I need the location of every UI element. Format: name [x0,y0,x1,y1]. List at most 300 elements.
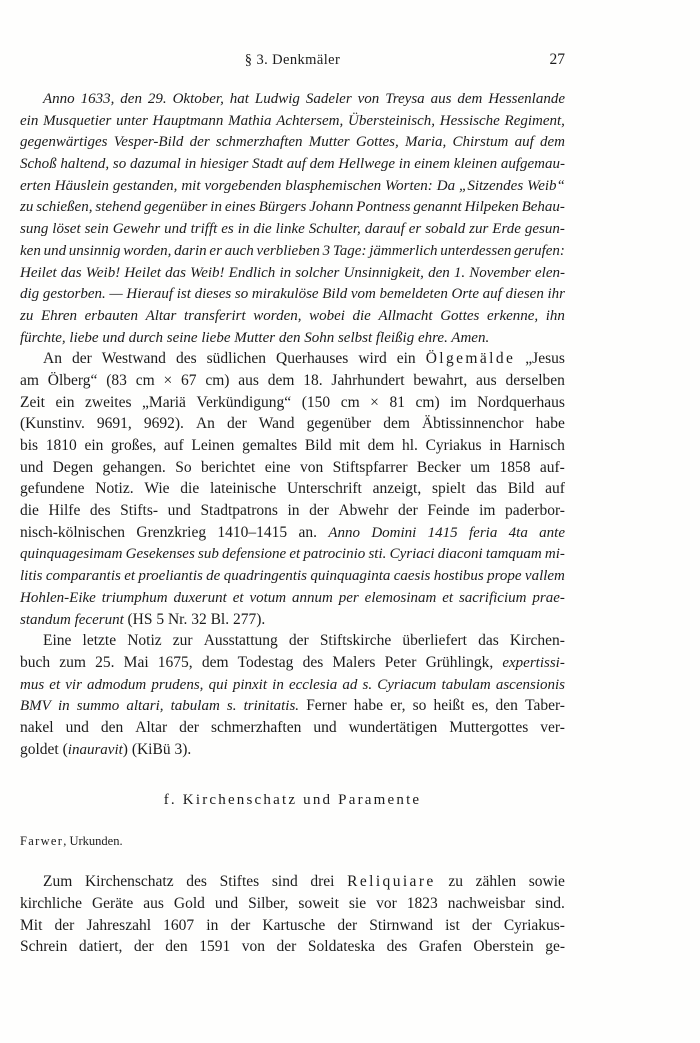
roman-text: (83 [106,371,127,389]
word [20,175,51,198]
word [120,500,158,522]
roman-text: Stadtpatrons [200,502,278,520]
italic-text: 1633, [80,91,115,107]
italic-text: sti. [368,546,387,563]
italic-text: s. [226,698,237,715]
italic-text: das [60,264,82,281]
roman-text: in [489,437,502,454]
roman-text: × [370,393,379,411]
word [454,262,465,285]
word [348,110,435,133]
word [422,413,524,435]
paragraph [20,88,565,348]
word [174,893,205,915]
text-line [20,630,565,652]
word [215,893,238,915]
roman-text: Todestag [237,653,294,671]
italic-text: et [442,589,454,606]
word [489,435,501,457]
word [434,565,484,588]
word [448,871,463,893]
word [143,893,164,915]
italic-text: den [428,264,450,281]
italic-text: blasphemischen [285,177,382,194]
italic-text: er [209,242,222,259]
word [109,283,122,306]
word [229,262,276,285]
section-heading: f. Kirchenschatz und Paramente [163,792,422,809]
italic-text: diesen [505,286,544,303]
roman-text: ein [84,437,104,454]
italic-text: Johann [309,199,354,216]
word [465,196,519,219]
word [126,283,173,306]
roman-text: 1858 [499,458,531,476]
italic-text: inauravit [67,741,123,758]
roman-text: aus [476,371,497,389]
roman-text: gehangen. [102,458,166,476]
word [20,110,38,133]
word [146,305,177,328]
roman-text: Grafen [418,938,462,956]
word [536,413,565,435]
word [303,543,365,566]
italic-text: linke [275,221,305,238]
roman-text: Abwehr [338,502,389,520]
roman-text: dem [201,653,229,671]
word [158,652,193,674]
roman-text: des [175,350,197,368]
italic-text: ad [342,676,358,693]
italic-text: Allmacht [378,307,433,324]
text-line [20,435,565,457]
italic-text: dig [20,286,40,303]
word [509,522,528,545]
word [164,435,184,457]
italic-text: Ehren [40,307,78,324]
word [376,893,397,915]
word [151,674,203,697]
italic-text: Hauptmann [152,112,224,129]
word [60,153,109,176]
italic-text: eines [224,199,256,216]
word [272,674,284,697]
roman-text: dem [383,415,410,433]
word [368,435,395,457]
roman-text: An [195,415,215,433]
word [295,262,339,285]
word [358,88,380,111]
italic-text: dieses [194,286,232,303]
italic-text: Weib“ [527,177,565,194]
word [505,110,565,133]
word [185,153,197,176]
italic-text: Treysa [385,91,425,107]
italic-text: Tage: [332,242,367,259]
italic-text: trinitatis. [243,698,300,715]
roman-text: Soldateska [307,938,376,956]
italic-text: Hohlen-Eike [20,589,96,606]
word [276,218,305,241]
roman-text: Nordquerhaus [477,393,565,411]
italic-text: und [43,242,67,259]
word [20,478,85,500]
word [307,413,372,435]
word [431,88,452,111]
roman-text: Stifts- [120,502,159,520]
word [20,674,44,697]
word [390,543,435,566]
word [385,88,424,111]
italic-text: Heilet [20,264,57,281]
word [135,717,167,739]
italic-text: dem [539,134,565,151]
roman-text: bewahrt, [413,371,468,389]
roman-text: zur [172,632,193,650]
word [144,413,184,435]
roman-text: Ölberg“ [47,371,98,389]
word [44,240,67,263]
word [477,392,565,414]
roman-text: die [180,480,200,498]
italic-text: Mathia [228,112,272,129]
roman-text: großes, [111,437,157,454]
italic-text: admodum [87,676,147,693]
roman-text: cm [340,393,360,411]
word [173,88,224,111]
italic-text: ken [20,242,41,259]
word [487,565,521,588]
italic-text: sacrificium [458,589,527,606]
text-line [20,283,565,305]
word [52,218,80,241]
roman-text: des [302,653,324,671]
word [342,674,357,697]
roman-text: der [226,415,247,433]
roman-text: Geräte [91,895,134,912]
italic-text: expertissi- [502,654,565,671]
roman-text: der [288,632,309,650]
roman-text: 9691, [96,415,132,433]
italic-text: hat [229,91,249,107]
roman-text: Peter [384,653,417,671]
word [179,717,199,739]
italic-text: vallem [524,568,565,585]
source-note [20,833,565,850]
word [175,457,191,479]
word [20,652,50,674]
word [397,348,416,370]
word [253,218,271,241]
word [206,915,218,937]
roman-text: der [471,916,492,934]
italic-text: genannt [413,199,462,216]
roman-text: 67 [181,371,197,389]
text-line [20,893,565,915]
word [540,457,565,479]
roman-text: des [386,938,408,956]
word [387,936,408,958]
word [252,153,283,176]
letterspaced-text: Reliquiare [347,873,436,891]
roman-text: wird [358,350,387,368]
roman-text: am [20,371,39,389]
word [211,717,301,739]
roman-text: schmerzhaften [210,718,302,736]
italic-text: hostibus [433,568,484,585]
roman-text: nakel [20,718,54,736]
text-line [20,88,565,110]
italic-text: vir [65,676,82,693]
italic-text: Mutter [308,134,350,151]
roman-text: Bild [304,437,332,454]
roman-text: Zeit [20,393,45,411]
roman-text: Grühlingk, [425,653,494,671]
text-block-after-heading [20,871,565,958]
italic-text: 29. [147,91,167,107]
italic-text: quinquagesimam [20,546,123,563]
word [238,652,294,674]
word [331,370,404,392]
italic-text: Unsinnigkeit, [343,264,424,281]
word [43,871,72,893]
italic-text: auf [286,156,306,173]
italic-text: Anno [43,91,75,107]
italic-text: sub [197,546,219,563]
italic-text: sein [84,221,109,238]
italic-text: tabulam [170,698,220,715]
text-line [20,392,565,414]
text-line [20,110,565,132]
roman-text: Äbtissinnenchor [421,415,524,433]
roman-text: lateinische [209,480,277,498]
italic-text: in [237,221,250,238]
roman-text: ) (KiBü 3). [122,740,192,758]
roman-text: Grenzkrieg [136,523,207,541]
roman-text: Altar [135,718,168,736]
italic-text: ascensionis [495,676,565,693]
italic-text: Behau- [521,199,565,216]
italic-text: prae- [532,589,565,606]
word [279,262,291,285]
word [306,695,346,717]
italic-text: haltend, [60,156,110,173]
italic-text: annum [292,589,333,606]
word [347,871,436,893]
word [287,478,362,500]
word [442,674,491,697]
word [20,565,43,588]
italic-text: Ludwig [254,91,300,107]
word [210,196,222,219]
roman-text: , Urkunden. [63,834,123,849]
roman-text: cm [135,371,155,389]
word [292,587,333,610]
roman-text: im [450,393,467,411]
word [405,131,446,154]
roman-text: der [133,938,154,956]
word [85,305,138,328]
word [259,196,307,219]
roman-text: dem [267,371,295,389]
word [320,630,391,652]
word [163,915,194,937]
italic-text: triumphum [101,589,168,606]
italic-text: dazumal [130,156,181,173]
word [43,348,62,370]
roman-text: aus [143,895,164,912]
italic-text: worden, [123,242,172,259]
word [255,88,300,111]
word [501,153,565,176]
word [224,565,307,588]
word [545,478,565,500]
word [59,652,86,674]
italic-text: Endlich [228,264,276,281]
word [86,915,151,937]
italic-text: Worten: [385,177,433,194]
roman-text: Stiftspfarrer [332,458,408,476]
word [338,500,388,522]
text-line [20,871,565,893]
word [191,435,234,457]
word [65,674,82,697]
roman-text: Querhauses [276,350,349,368]
word [43,110,111,133]
roman-text: (HS 5 Nr. 32 Bl. 277). [127,610,266,628]
italic-text: standum fecerunt [20,611,128,628]
word [20,131,108,154]
italic-text: erkenne, [486,307,539,324]
word [265,457,291,479]
word [370,392,379,414]
text-line [20,522,565,544]
word [419,936,462,958]
word [85,218,109,241]
roman-text: Stiftes [219,873,260,891]
italic-text: Weib! [85,264,121,281]
word [333,240,367,263]
word [298,893,338,915]
word [56,392,75,414]
italic-text: Gewehr [112,221,161,238]
word [186,871,207,893]
roman-text: Leinen [191,437,235,454]
word [496,695,518,717]
word [168,500,191,522]
word [287,153,306,176]
word [365,587,437,610]
word [210,478,276,500]
italic-text: elemosinam [364,589,437,606]
word [136,522,206,544]
italic-text: Cyriaci [389,546,435,563]
italic-text: Regiment, [504,112,565,129]
word [285,175,381,198]
italic-text: Achtersem, [276,112,344,129]
roman-text: Mai [123,653,149,671]
word [502,652,564,675]
word [459,175,523,198]
word [303,370,322,392]
word [442,587,453,610]
roman-text: Oberstein [473,938,534,956]
roman-text: Becker [416,458,461,476]
word [49,500,81,522]
word [487,305,538,328]
word [302,392,330,414]
italic-text: erbauten [84,307,138,324]
text-line [20,936,565,958]
word [204,630,278,652]
word [399,153,411,176]
word [440,305,479,328]
word [20,392,45,414]
word [341,392,360,414]
word [114,131,184,154]
roman-text: zählen [475,873,517,891]
italic-text: proeliantis [138,568,203,585]
word [339,435,360,457]
text-line [20,717,565,739]
word [385,175,433,198]
roman-text: (Kunstinv. [20,415,85,433]
text-line [20,915,565,937]
word [113,175,178,198]
italic-text: einem [414,156,451,173]
italic-text: et [232,589,244,606]
roman-text: hl. [401,437,418,454]
roman-text: gegenüber [306,415,372,433]
word [61,262,82,285]
text-line [20,478,565,500]
word [20,240,41,263]
word [525,218,565,241]
word [92,893,133,915]
word [102,348,166,370]
word [371,522,416,545]
roman-text: der [276,938,297,956]
word [508,478,535,500]
word [323,240,331,263]
italic-text: altari, [126,698,164,715]
roman-text: Notiz. [95,480,134,498]
roman-text: heißt [433,697,465,715]
roman-text: bis [20,437,39,454]
italic-text: gegenüber [144,199,208,216]
word [257,240,320,263]
word [20,196,33,219]
running-header [20,0,565,70]
word [383,413,410,435]
roman-text: der [337,916,358,934]
roman-text: sowie [528,873,565,891]
roman-text: Zum [43,873,73,891]
word [309,500,329,522]
word [90,500,111,522]
word [227,413,247,435]
roman-text: so [412,697,427,715]
word [66,717,89,739]
roman-text: datiert, [78,938,123,956]
roman-text: den [100,718,124,736]
italic-text: gestorben. [42,286,106,303]
italic-text: unsinnig [68,242,121,259]
paragraph [20,871,565,958]
word [309,131,350,154]
italic-text: ecclesia [288,676,338,693]
word [253,305,301,328]
